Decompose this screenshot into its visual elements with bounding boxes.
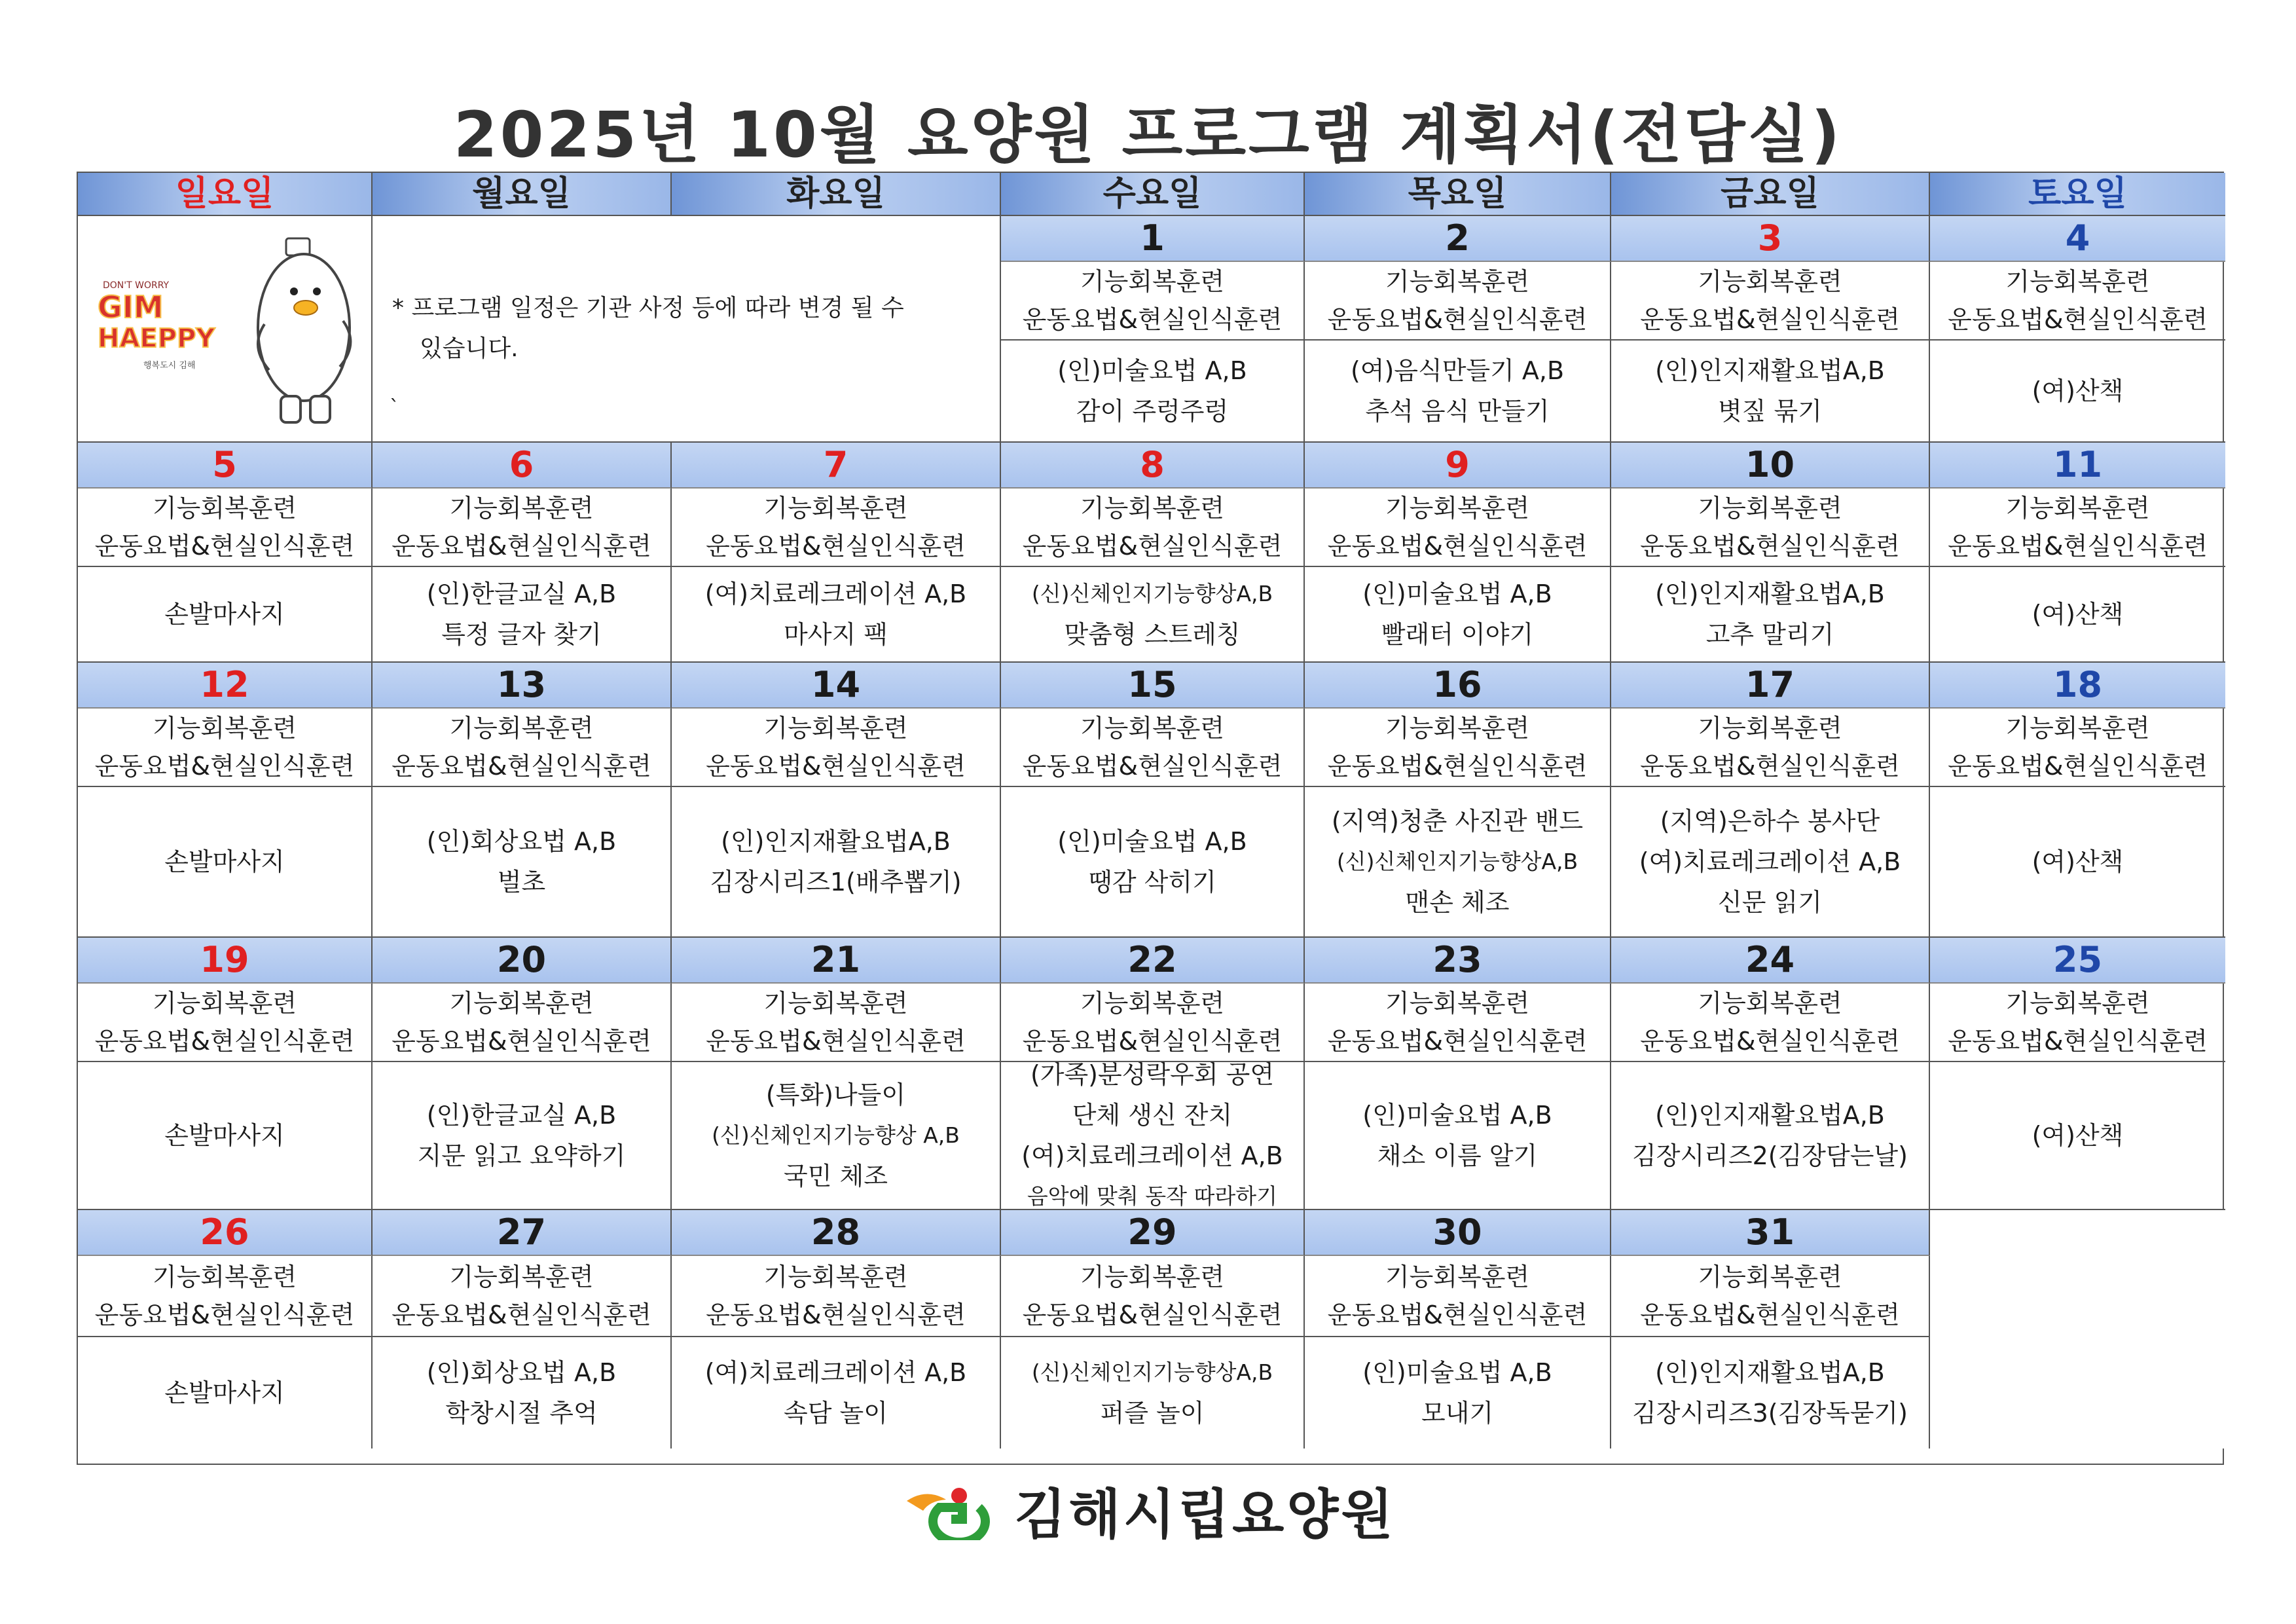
- base-program-line: 기능회복훈련: [1385, 267, 1530, 296]
- logo-small-bottom: 행복도시 김해: [143, 361, 196, 371]
- date-cell: 3: [1611, 216, 1930, 262]
- base-program-cell: [1001, 1256, 1305, 1337]
- program-line: 감이 주렁주렁: [1076, 397, 1229, 426]
- base-program-cell: [1305, 262, 1611, 341]
- base-program-cell: [78, 1256, 373, 1337]
- program-line: (여)치료레크레이션 A,B: [1639, 847, 1901, 876]
- weekday-header: 월요일: [373, 173, 672, 216]
- program-line: (여)산책: [2032, 377, 2124, 405]
- date-cell: 23: [1305, 938, 1611, 984]
- program-cell: [78, 567, 373, 663]
- program-line: (인)회상요법 A,B: [426, 827, 617, 856]
- program-cell: [1001, 567, 1305, 663]
- weekday-header: 금요일: [1611, 173, 1930, 216]
- program-cell: [1930, 787, 2225, 938]
- base-program-line: 운동요법&현실인식훈련: [1948, 1027, 2208, 1056]
- program-line: (인)미술요법 A,B: [1362, 1101, 1552, 1130]
- base-program-line: 운동요법&현실인식훈련: [1640, 752, 1900, 781]
- date-cell: 24: [1611, 938, 1930, 984]
- program-line: 속담 놀이: [784, 1399, 888, 1428]
- program-line: 음악에 맞춰 동작 따라하기: [1027, 1183, 1278, 1209]
- base-program-line: 운동요법&현실인식훈련: [1327, 752, 1588, 781]
- program-line: 김장시리즈3(김장독묻기): [1632, 1399, 1908, 1428]
- date-cell: 28: [672, 1210, 1001, 1256]
- program-cell: [78, 1337, 373, 1449]
- base-program-line: 기능회복훈련: [1080, 494, 1225, 523]
- gimhae-city-logo-icon: [900, 1481, 998, 1540]
- base-program-line: 운동요법&현실인식훈련: [1327, 1027, 1588, 1056]
- base-program-line: 운동요법&현실인식훈련: [94, 1301, 355, 1329]
- base-program-cell: [1001, 262, 1305, 341]
- program-line: (인)인지재활요법A,B: [721, 827, 951, 856]
- base-program-line: 기능회복훈련: [2005, 714, 2150, 743]
- base-program-line: 운동요법&현실인식훈련: [94, 1027, 355, 1056]
- base-program-cell: [1305, 489, 1611, 567]
- mascot-logo-cell: [78, 216, 373, 443]
- base-program-cell: [1930, 262, 2225, 341]
- date-cell: 27: [373, 1210, 672, 1256]
- program-line: 신문 읽기: [1718, 888, 1822, 917]
- date-cell: 14: [672, 663, 1001, 709]
- program-line: 특정 글자 찾기: [441, 620, 602, 649]
- logo-word-gim: GIM: [98, 289, 164, 325]
- program-cell: [1305, 341, 1611, 443]
- base-program-line: 기능회복훈련: [1698, 267, 1842, 296]
- program-line: 채소 이름 알기: [1377, 1141, 1538, 1170]
- logo-small-top: DON'T WORRY: [103, 280, 170, 291]
- base-program-line: 기능회복훈련: [1698, 1263, 1842, 1291]
- program-cell: [1001, 341, 1305, 443]
- base-program-cell: [1930, 489, 2225, 567]
- base-program-line: 운동요법&현실인식훈련: [94, 532, 355, 561]
- date-cell: 5: [78, 443, 373, 489]
- weekday-header: 토요일: [1930, 173, 2225, 216]
- program-line: (지역)은하수 봉사단: [1660, 807, 1880, 836]
- program-line: (여)산책: [2032, 600, 2124, 629]
- base-program-line: 기능회복훈련: [152, 714, 297, 743]
- program-line: (인)미술요법 A,B: [1057, 827, 1247, 856]
- empty-cell: [1930, 1210, 2225, 1449]
- program-cell: [373, 1062, 672, 1210]
- base-program-cell: [1001, 984, 1305, 1062]
- date-cell: 30: [1305, 1210, 1611, 1256]
- program-line: 마사지 팩: [784, 620, 888, 649]
- program-line: (인)한글교실 A,B: [426, 580, 617, 608]
- base-program-line: 기능회복훈련: [1385, 989, 1530, 1018]
- date-cell: 26: [78, 1210, 373, 1256]
- program-line: (여)치료레크레이션 A,B: [704, 580, 967, 608]
- program-line: (인)미술요법 A,B: [1362, 580, 1552, 608]
- program-line: (인)인지재활요법A,B: [1655, 580, 1885, 608]
- base-program-cell: [373, 709, 672, 787]
- base-program-line: 기능회복훈련: [449, 714, 594, 743]
- date-cell: 19: [78, 938, 373, 984]
- program-cell: [1611, 567, 1930, 663]
- program-line: (지역)청춘 사진관 밴드: [1331, 807, 1584, 836]
- base-program-line: 기능회복훈련: [1385, 494, 1530, 523]
- base-program-line: 기능회복훈련: [1385, 1263, 1530, 1291]
- date-cell: 10: [1611, 443, 1930, 489]
- program-line: 손발마사지: [164, 1378, 285, 1407]
- base-program-cell: [672, 489, 1001, 567]
- program-line: (인)미술요법 A,B: [1362, 1358, 1552, 1387]
- base-program-cell: [373, 984, 672, 1062]
- program-cell: [1611, 1337, 1930, 1449]
- base-program-cell: [78, 984, 373, 1062]
- base-program-line: 기능회복훈련: [1698, 989, 1842, 1018]
- program-cell: [1930, 341, 2225, 443]
- page-title: 2025년 10월 요양원 프로그램 계획서(전담실): [453, 98, 1843, 172]
- logo-word-haeppy: HAEPPY: [98, 323, 215, 354]
- date-cell: 18: [1930, 663, 2225, 709]
- date-cell: 15: [1001, 663, 1305, 709]
- program-line: 퍼즐 놀이: [1100, 1399, 1205, 1428]
- base-program-line: 운동요법&현실인식훈련: [706, 1301, 966, 1329]
- program-line: 맨손 체조: [1405, 888, 1510, 917]
- base-program-line: 운동요법&현실인식훈련: [706, 1027, 966, 1056]
- program-line: (여)음식만들기 A,B: [1350, 356, 1565, 385]
- program-cell: [78, 1062, 373, 1210]
- program-line: (여)산책: [2032, 847, 2124, 876]
- base-program-line: 기능회복훈련: [2005, 989, 2150, 1018]
- date-cell: 16: [1305, 663, 1611, 709]
- program-cell: [1611, 341, 1930, 443]
- base-program-line: 기능회복훈련: [1080, 714, 1225, 743]
- base-program-line: 기능회복훈련: [763, 989, 908, 1018]
- base-program-line: 운동요법&현실인식훈련: [1327, 532, 1588, 561]
- program-cell: [1305, 787, 1611, 938]
- date-cell: 17: [1611, 663, 1930, 709]
- base-program-line: 운동요법&현실인식훈련: [1022, 1301, 1283, 1329]
- base-program-line: 기능회복훈련: [449, 1263, 594, 1291]
- program-line: 손발마사지: [164, 1121, 285, 1150]
- base-program-line: 운동요법&현실인식훈련: [392, 1027, 651, 1056]
- date-cell: 8: [1001, 443, 1305, 489]
- program-cell: [1001, 1062, 1305, 1210]
- date-cell: 11: [1930, 443, 2225, 489]
- base-program-line: 운동요법&현실인식훈련: [1327, 305, 1588, 334]
- base-program-cell: [672, 984, 1001, 1062]
- base-program-cell: [1611, 262, 1930, 341]
- program-cell: [373, 567, 672, 663]
- program-cell: [1930, 1062, 2225, 1210]
- base-program-cell: [1611, 709, 1930, 787]
- date-cell: 4: [1930, 216, 2225, 262]
- program-line: 벌초: [497, 868, 546, 896]
- base-program-cell: [1930, 709, 2225, 787]
- base-program-line: 기능회복훈련: [1698, 714, 1842, 743]
- schedule-notice: [373, 216, 1001, 443]
- program-line: 국민 체조: [784, 1162, 888, 1190]
- base-program-line: 운동요법&현실인식훈련: [1948, 305, 2208, 334]
- base-program-line: 기능회복훈련: [1698, 494, 1842, 523]
- base-program-cell: [1305, 709, 1611, 787]
- base-program-line: 기능회복훈련: [152, 989, 297, 1018]
- program-line: 추석 음식 만들기: [1365, 397, 1550, 426]
- base-program-line: 기능회복훈련: [763, 494, 908, 523]
- institution-name: 김해시립요양원: [1014, 1484, 1396, 1546]
- program-line: (인)인지재활요법A,B: [1655, 356, 1885, 385]
- base-program-line: 운동요법&현실인식훈련: [392, 752, 651, 781]
- base-program-cell: [1611, 1256, 1930, 1337]
- base-program-line: 운동요법&현실인식훈련: [1327, 1301, 1588, 1329]
- date-cell: 21: [672, 938, 1001, 984]
- base-program-line: 운동요법&현실인식훈련: [1948, 532, 2208, 561]
- notice-line-2: 있습니다.: [420, 335, 519, 362]
- base-program-cell: [1001, 709, 1305, 787]
- base-program-line: 운동요법&현실인식훈련: [1022, 305, 1283, 334]
- base-program-cell: [373, 1256, 672, 1337]
- base-program-line: 운동요법&현실인식훈련: [1022, 1027, 1283, 1056]
- base-program-line: 운동요법&현실인식훈련: [1948, 752, 2208, 781]
- base-program-line: 운동요법&현실인식훈련: [1022, 532, 1283, 561]
- notice-mark: `: [390, 396, 399, 419]
- program-line: 손발마사지: [164, 847, 285, 876]
- program-cell: [1001, 1337, 1305, 1449]
- program-cell: [373, 1337, 672, 1449]
- program-cell: [1611, 1062, 1930, 1210]
- base-program-line: 운동요법&현실인식훈련: [1640, 305, 1900, 334]
- program-line: (가족)분성락우회 공연: [1030, 1062, 1275, 1089]
- date-cell: 31: [1611, 1210, 1930, 1256]
- base-program-cell: [78, 709, 373, 787]
- program-line: (인)인지재활요법A,B: [1655, 1358, 1885, 1387]
- program-line: 모내기: [1421, 1399, 1494, 1428]
- program-cell: [1305, 1337, 1611, 1449]
- date-cell: 22: [1001, 938, 1305, 984]
- base-program-line: 기능회복훈련: [2005, 267, 2150, 296]
- base-program-line: 운동요법&현실인식훈련: [706, 532, 966, 561]
- program-line: (인)회상요법 A,B: [426, 1358, 617, 1387]
- program-line: 지문 읽고 요약하기: [417, 1141, 626, 1170]
- base-program-cell: [1611, 984, 1930, 1062]
- program-line: (신)신체인지기능향상 A,B: [712, 1122, 960, 1148]
- program-line: (여)치료레크레이션 A,B: [704, 1358, 967, 1387]
- date-cell: 12: [78, 663, 373, 709]
- base-program-cell: [373, 489, 672, 567]
- program-cell: [78, 787, 373, 938]
- program-cell: [672, 567, 1001, 663]
- calendar-grid: [77, 172, 2224, 1465]
- base-program-line: 기능회복훈련: [152, 1263, 297, 1291]
- program-cell: [1305, 1062, 1611, 1210]
- base-program-line: 기능회복훈련: [1080, 267, 1225, 296]
- base-program-cell: [1305, 1256, 1611, 1337]
- program-cell: [672, 787, 1001, 938]
- date-cell: 9: [1305, 443, 1611, 489]
- base-program-cell: [672, 1256, 1001, 1337]
- date-cell: 2: [1305, 216, 1611, 262]
- program-cell: [373, 787, 672, 938]
- date-cell: 29: [1001, 1210, 1305, 1256]
- base-program-cell: [672, 709, 1001, 787]
- program-cell: [1611, 787, 1930, 938]
- program-line: (신)신체인지기능향상A,B: [1031, 1359, 1273, 1385]
- program-cell: [1001, 787, 1305, 938]
- base-program-line: 운동요법&현실인식훈련: [94, 752, 355, 781]
- program-cell: [672, 1062, 1001, 1210]
- base-program-line: 기능회복훈련: [763, 714, 908, 743]
- weekday-header: 화요일: [672, 173, 1001, 216]
- program-line: 땡감 삭히기: [1088, 868, 1216, 896]
- base-program-line: 기능회복훈련: [1385, 714, 1530, 743]
- base-program-line: 기능회복훈련: [2005, 494, 2150, 523]
- base-program-line: 운동요법&현실인식훈련: [392, 1301, 651, 1329]
- base-program-cell: [1305, 984, 1611, 1062]
- weekday-header: 수요일: [1001, 173, 1305, 216]
- program-line: 손발마사지: [164, 600, 285, 629]
- program-line: 김장시리즈2(김장담는날): [1632, 1141, 1908, 1170]
- program-line: 고추 말리기: [1705, 620, 1834, 649]
- date-cell: 20: [373, 938, 672, 984]
- weekday-header: 일요일: [78, 173, 373, 216]
- base-program-line: 운동요법&현실인식훈련: [706, 752, 966, 781]
- program-cell: [1305, 567, 1611, 663]
- program-cell: [1930, 567, 2225, 663]
- program-line: (신)신체인지기능향상A,B: [1336, 849, 1578, 874]
- program-line: 단체 생신 잔치: [1072, 1101, 1233, 1130]
- date-cell: 6: [373, 443, 672, 489]
- base-program-cell: [1930, 984, 2225, 1062]
- gimhaeppy-mascot-icon: [78, 216, 370, 436]
- base-program-line: 기능회복훈련: [1080, 989, 1225, 1018]
- notice-line-1: * 프로그램 일정은 기관 사정 등에 따라 변경 될 수: [392, 295, 904, 322]
- program-line: 김장시리즈1(배추뽑기): [710, 868, 962, 896]
- date-cell: 13: [373, 663, 672, 709]
- base-program-line: 운동요법&현실인식훈련: [1640, 1301, 1900, 1329]
- base-program-line: 운동요법&현실인식훈련: [1640, 1027, 1900, 1056]
- base-program-line: 기능회복훈련: [1080, 1263, 1225, 1291]
- base-program-cell: [1001, 489, 1305, 567]
- base-program-cell: [1611, 489, 1930, 567]
- base-program-line: 기능회복훈련: [763, 1263, 908, 1291]
- program-line: (신)신체인지기능향상A,B: [1031, 581, 1273, 606]
- date-cell: 7: [672, 443, 1001, 489]
- base-program-line: 운동요법&현실인식훈련: [1022, 752, 1283, 781]
- base-program-line: 기능회복훈련: [449, 989, 594, 1018]
- date-cell: 1: [1001, 216, 1305, 262]
- program-cell: [672, 1337, 1001, 1449]
- program-line: (특화)나들이: [765, 1080, 906, 1109]
- base-program-line: 운동요법&현실인식훈련: [392, 532, 651, 561]
- program-line: 빨래터 이야기: [1381, 620, 1534, 649]
- base-program-cell: [78, 489, 373, 567]
- base-program-line: 기능회복훈련: [449, 494, 594, 523]
- program-line: 볏짚 묶기: [1718, 397, 1822, 426]
- program-line: (여)치료레크레이션 A,B: [1021, 1141, 1283, 1170]
- base-program-line: 기능회복훈련: [152, 494, 297, 523]
- date-cell: 25: [1930, 938, 2225, 984]
- program-line: 학창시절 추억: [445, 1399, 598, 1428]
- program-line: (인)미술요법 A,B: [1057, 356, 1247, 385]
- footer: [0, 1472, 2296, 1549]
- base-program-line: 운동요법&현실인식훈련: [1640, 532, 1900, 561]
- program-line: (인)인지재활요법A,B: [1655, 1101, 1885, 1130]
- weekday-header: 목요일: [1305, 173, 1611, 216]
- program-line: (인)한글교실 A,B: [426, 1101, 617, 1130]
- program-line: (여)산책: [2032, 1121, 2124, 1150]
- program-line: 맞춤형 스트레칭: [1064, 620, 1241, 649]
